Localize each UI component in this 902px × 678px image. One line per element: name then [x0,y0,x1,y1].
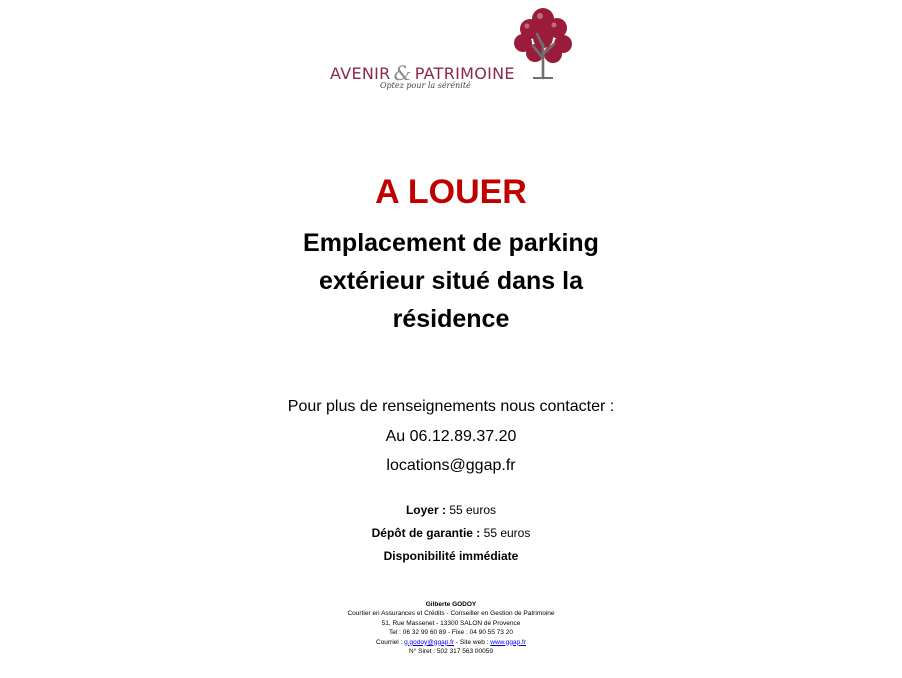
agent-siret: N° Siret : 502 317 563 00059 [409,648,493,656]
email-label: Courriel : [375,638,403,646]
tree-icon [513,6,573,81]
contact-intro: Pour plus de renseignements nous contacter : [287,398,615,415]
deposit-label: Dépôt de garantie : [371,526,481,540]
contact-section [0,392,902,481]
logo-ampersand: & [393,61,412,85]
deposit-row [0,522,902,545]
agent-email-row [0,638,902,647]
agent-email-link[interactable]: g.godoy@ggap.fr [404,638,455,646]
availability-text: Disponibilité immédiate [383,549,519,563]
rent-value: 55 euros [449,503,497,517]
description-line: résidence [392,305,510,333]
logo-wordmark [330,61,515,85]
agent-role: Courtier en Assurances et Crédits - Conseiller en Gestion de Patrimoine [347,610,555,618]
contact-email: locations@ggap.fr [386,457,516,474]
description-line: Emplacement de parking [303,229,599,257]
agent-phones: Tel : 06 32 99 60 89 - Fixe : 04 90 55 73 20 [389,629,513,637]
website-label: - Site web : [455,638,489,646]
rental-details [0,499,902,568]
logo-tagline: Optez pour la sérénité [380,81,471,90]
footer-signature [0,600,902,656]
agent-website-link[interactable]: www.ggap.fr [490,638,527,646]
description-line: extérieur situé dans la [318,267,583,295]
rent-label: Loyer : [405,503,446,517]
logo-word-patrimoine: PATRIMOINE [414,64,515,83]
availability-row [0,545,902,568]
contact-phone: Au 06.12.89.37.20 [385,427,517,445]
logo-word-avenir: AVENIR [330,64,391,83]
deposit-value: 55 euros [483,526,531,540]
agent-address: 51, Rue Massenet - 13300 SALON de Provence [381,619,521,627]
agent-name: Gilberte GODOY [425,601,477,608]
company-logo [328,6,574,94]
listing-description [0,224,902,338]
listing-title: A LOUER [375,173,527,211]
rent-row [0,499,902,522]
